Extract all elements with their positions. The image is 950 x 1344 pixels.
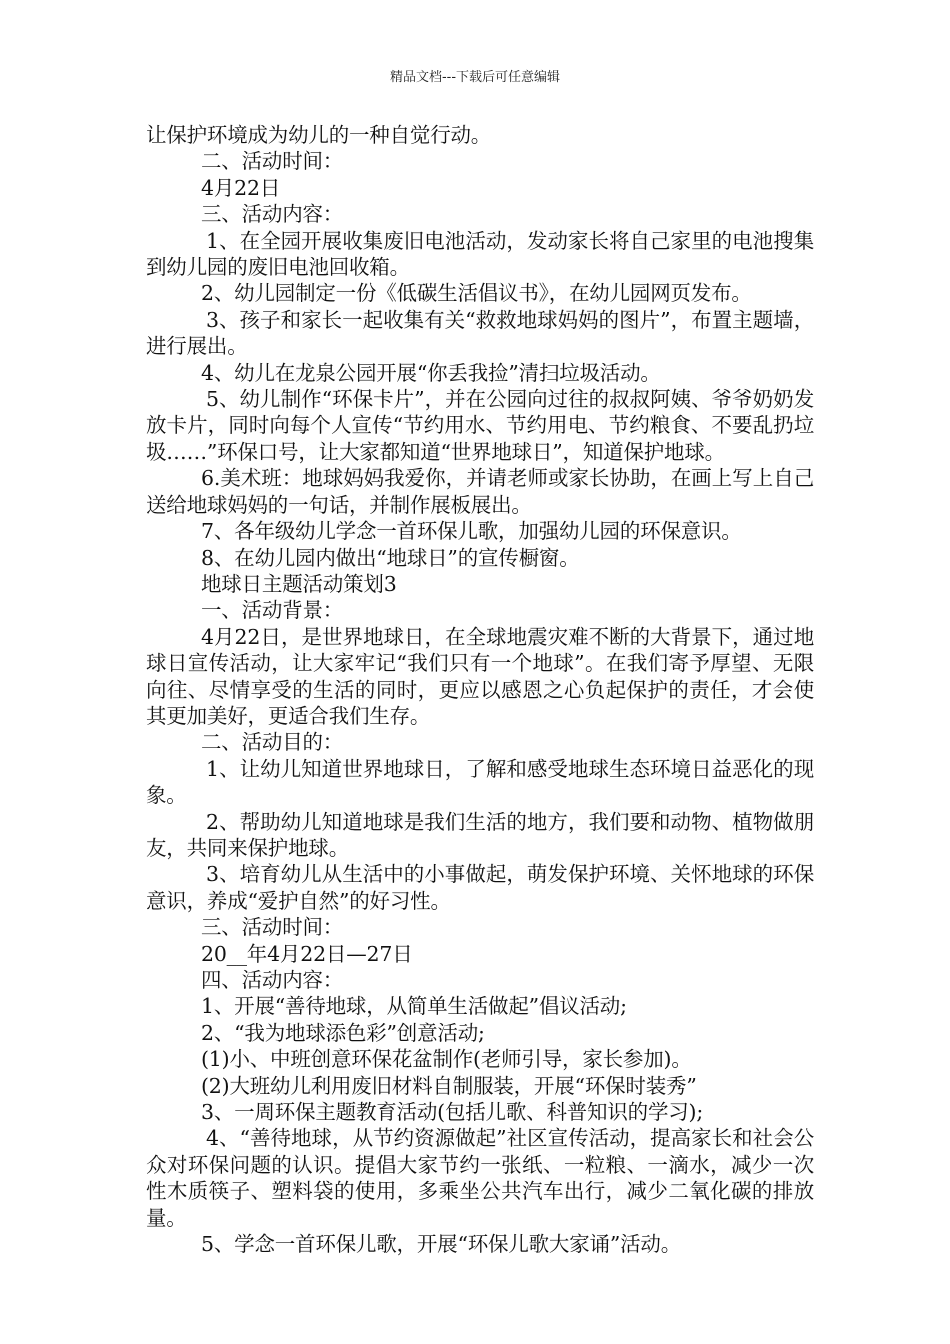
paragraph: 7、各年级幼儿学念一首环保儿歌，加强幼儿园的环保意识。 xyxy=(201,519,742,544)
paragraph: 1、让幼儿知道世界地球日，了解和感受地球生态环境日益恶化的现象。 xyxy=(146,756,814,808)
paragraph: 5、学念一首环保儿歌，开展“环保儿歌大家诵”活动。 xyxy=(201,1232,682,1257)
paragraph: 二、活动目的： xyxy=(201,730,344,755)
paragraph: 4、“善待地球，从节约资源做起”社区宣传活动，提高家长和社会公众对环保问题的认识。提倡大家节约一张纸、一粒粮、一滴水，减少一次性木质筷子、塑料袋的使用，多乘坐公共汽车出行，减少二氧化碳的排放量。 xyxy=(146,1126,814,1230)
paragraph: 二、活动时间： xyxy=(201,149,344,174)
paragraph: 2、帮助幼儿知道地球是我们生活的地方，我们要和动物、植物做朋友，共同来保护地球。 xyxy=(146,809,814,860)
paragraph: 三、活动时间： xyxy=(201,915,344,940)
document-body xyxy=(146,122,814,1257)
paragraph: 3、培育幼儿从生活中的小事做起，萌发保护环境、关怀地球的环保意识，养成“爱护自然”的好习性。 xyxy=(146,862,814,913)
paragraph: (2)大班幼儿利用废旧材料自制服装，开展“环保时装秀” xyxy=(201,1073,697,1098)
paragraph: 3、孩子和家长一起收集有关“救救地球妈妈的图片”，布置主题墙，进行展出。 xyxy=(146,307,814,359)
paragraph: 6.美术班：地球妈妈我爱你，并请老师或家长协助，在画上写上自己送给地球妈妈的一句话，并制作展板展出。 xyxy=(146,466,814,517)
paragraph: 让保护环境成为幼儿的一种自觉行动。 xyxy=(146,123,492,147)
paragraph: 地球日主题活动策划3 xyxy=(201,571,397,596)
paragraph: 1、在全园开展收集废旧电池活动，发动家长将自己家里的电池搜集到幼儿园的废旧电池回收箱。 xyxy=(146,228,814,280)
paragraph: 一、活动背景： xyxy=(201,598,344,623)
paragraph: 5、幼儿制作“环保卡片”，并在公园向过往的叔叔阿姨、爷爷奶奶发放卡片，同时向每个人宣传“节约用水、节约用电、节约粮食、不要乱扔垃圾……”环保口号，让大家都知道“世界地球日”，知道保护地球。 xyxy=(146,387,814,464)
paragraph: 2、幼儿园制定一份《低碳生活倡议书》，在幼儿园网页发布。 xyxy=(201,281,752,306)
paragraph: (1)小、中班创意环保花盆制作(老师引导，家长参加)。 xyxy=(201,1047,692,1072)
paragraph: 3、一周环保主题教育活动(包括儿歌、科普知识的学习); xyxy=(201,1100,704,1125)
paragraph: 8、在幼儿园内做出“地球日”的宣传橱窗。 xyxy=(201,545,580,570)
paragraph: 4月22日 xyxy=(201,175,281,200)
paragraph: 四、活动内容： xyxy=(201,968,344,992)
paragraph: 20__年4月22日—27日 xyxy=(201,941,413,966)
paragraph: 1、开展“善待地球，从简单生活做起”倡议活动; xyxy=(201,994,627,1019)
page-header: 精品文档---下载后可任意编辑 xyxy=(389,70,561,85)
paragraph: 4月22日，是世界地球日，在全球地震灾难不断的大背景下，通过地球日宣传活动，让大家牢记“我们只有一个地球”。在我们寄予厚望、无限向往、尽情享受的生活的同时，更应以感恩之心负起保护的责任，才会使其更加美好，更适合我们生存。 xyxy=(146,624,814,728)
paragraph: 4、幼儿在龙泉公园开展“你丢我捡”清扫垃圾活动。 xyxy=(201,360,661,385)
paragraph: 2、“我为地球添色彩”创意活动; xyxy=(201,1020,485,1045)
paragraph: 三、活动内容： xyxy=(201,202,344,227)
